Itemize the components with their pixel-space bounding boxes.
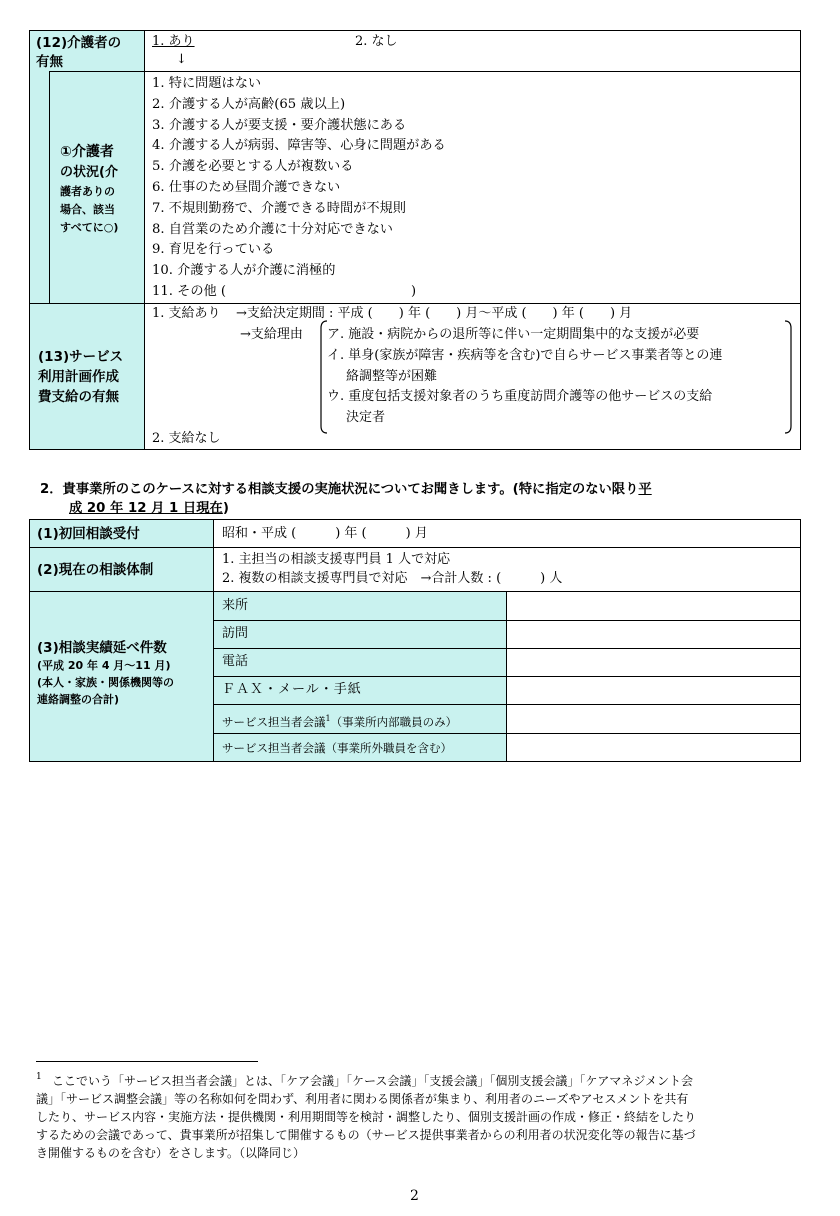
caregiver-status-item: 7. 不規則勤務で、介護できる時間が不規則 [152, 201, 406, 216]
r3-meeting-internal-note: （事業所内部職員のみ） [330, 714, 458, 729]
q12-label-line2: 有無 [36, 54, 63, 70]
footnote-number: 1 [36, 1072, 42, 1082]
caregiver-status-item: 6. 仕事のため昼間介護できない [152, 180, 341, 195]
r2-value-line2: 2. 複数の相談支援専門員で対応 →合計人数 : ( ) 人 [222, 571, 563, 586]
sub1-label-line4: 場合、該当 [60, 203, 115, 216]
reason-c-line2: 決定者 [346, 410, 386, 425]
sub1-label-line3: 護者ありの [60, 185, 115, 198]
page-number: 2 [410, 1188, 419, 1204]
caregiver-status-item: 1. 特に問題はない [152, 76, 262, 91]
caregiver-status-item: 9. 育児を行っている [152, 242, 275, 257]
r3-meeting-text: サービス担当者会議 [222, 714, 326, 729]
section2-heading-date: 成 20 年 12 月 1 日現在 [69, 501, 223, 516]
r3-label-line3: (本人・家族・関係機関等の [37, 676, 175, 689]
caregiver-status-item: 2. 介護する人が高齢(65 歳以上) [152, 97, 346, 112]
r3-count-input-visit-office[interactable] [507, 592, 800, 620]
caregiver-status-item: 8. 自営業のため介護に十分対応できない [152, 222, 393, 237]
reason-bracket-right [784, 320, 794, 434]
r3-count-input-fax-mail[interactable] [507, 677, 800, 704]
r1-label: (1)初回相談受付 [37, 526, 140, 542]
r3-type-fax-mail: ＦＡＸ・メール・手紙 [222, 682, 362, 697]
q13-reason-label: →支給理由 [240, 327, 303, 342]
q12-option-yes: 1. あり [152, 34, 195, 49]
r3-count-input-home-visit[interactable] [507, 621, 800, 648]
reason-b-line2: 絡調整等が困難 [346, 369, 438, 384]
r3-count-input-meeting-internal[interactable] [507, 705, 800, 733]
r3-type-home-visit: 訪問 [222, 626, 249, 641]
caregiver-status-item: 10. 介護する人が介護に消極的 [152, 263, 336, 278]
q13-label-line3: 費支給の有無 [38, 389, 119, 405]
section2-heading-line2 [69, 500, 229, 517]
footnote-line: 議」「サービス調整会議」等の名称如何を問わず、利用者に関わる関係者が集まり、利用者のニーズやアセスメントを共有 [36, 1092, 689, 1106]
r3-type-cells [214, 592, 507, 762]
sub1-label-line1: ①介護者 [60, 144, 114, 160]
sub1-label-line5: すべてに○) [60, 221, 119, 234]
footnote-line: き開催するものを含む）をさします。（以降同じ） [36, 1146, 306, 1160]
r3-type-phone: 電話 [222, 654, 249, 669]
q13-option-no: 2. 支給なし [152, 431, 221, 446]
reason-a: ア. 施設・病院からの退所等に伴い一定期間集中的な支援が必要 [327, 327, 700, 342]
reason-c-line1: ウ. 重度包括支援対象者のうち重度訪問介護等の他サービスの支給 [327, 389, 713, 404]
q13-label-line2: 利用計画作成 [38, 369, 119, 385]
q13-period: →支給決定期間 : 平成 ( ) 年 ( ) 月～平成 ( ) 年 ( ) 月 [236, 306, 633, 321]
footnote-rule [36, 1061, 258, 1062]
caregiver-status-item: 5. 介護を必要とする人が複数いる [152, 159, 354, 174]
r3-type-visit-office: 来所 [222, 598, 249, 613]
r3-label-line1: (3)相談実績延べ件数 [37, 640, 167, 656]
sub1-label-line2: の状況(介 [60, 165, 118, 180]
q12-label-side-cell [29, 71, 49, 303]
section2-heading-close-paren: ) [222, 501, 229, 516]
section2-heading [40, 481, 652, 498]
r1-value: 昭和・平成 ( ) 年 ( ) 月 [222, 526, 428, 541]
footnote-ref: 1 [325, 714, 331, 723]
q13-option-yes: 1. 支給あり [152, 306, 221, 321]
q12-label-line1: (12)介護者の [36, 35, 122, 51]
r3-type-meeting-external: サービス担当者会議（事業所外職員を含む） [222, 741, 452, 755]
q13-label-line1: (13)サービス [38, 349, 124, 365]
footnote-line: ここでいう「サービス担当者会議」とは、「ケア会議」「ケース会議」「支援会議」「個別支援会議」「ケアマネジメント会 [52, 1074, 694, 1088]
down-arrow-icon: ↓ [176, 52, 187, 67]
r3-label-line2: (平成 20 年 4 月～11 月) [37, 659, 171, 672]
caregiver-status-item: 4. 介護する人が病弱、障害等、心身に問題がある [152, 138, 446, 153]
r2-label: (2)現在の相談体制 [37, 562, 154, 578]
section2-heading-date-start: 平 [638, 482, 652, 497]
r2-value-line1: 1. 主担当の相談支援専門員 1 人で対応 [222, 552, 451, 567]
q12-option-no: 2. なし [355, 34, 398, 49]
reason-b-line1: イ. 単身(家族が障害・疾病等を含む)で自らサービス事業者等との連 [327, 348, 723, 363]
r3-count-input-meeting-external[interactable] [507, 734, 800, 761]
r3-count-input-phone[interactable] [507, 649, 800, 676]
r3-type-meeting-internal [222, 711, 457, 730]
footnote-line: したり、サービス内容・実施方法・提供機関・利用期間等を検討・調整したり、個別支援計画の作成・修正・終結をしたり [36, 1110, 697, 1124]
caregiver-status-item: 11. その他 ( [152, 284, 227, 299]
footnote-line: するための会議であって、貴事業所が招集して開催するもの（サービス提供事業者からの利用者の状況変化等の報告に基づ [36, 1128, 696, 1142]
r3-label-line4: 連絡調整の合計) [37, 693, 120, 706]
other-close-paren: ) [411, 284, 417, 299]
caregiver-status-item: 3. 介護する人が要支援・要介護状態にある [152, 118, 407, 133]
section2-heading-text: 2．貴事業所のこのケースに対する相談支援の実施状況についてお聞きします。(特に指定のない限り [40, 482, 639, 497]
